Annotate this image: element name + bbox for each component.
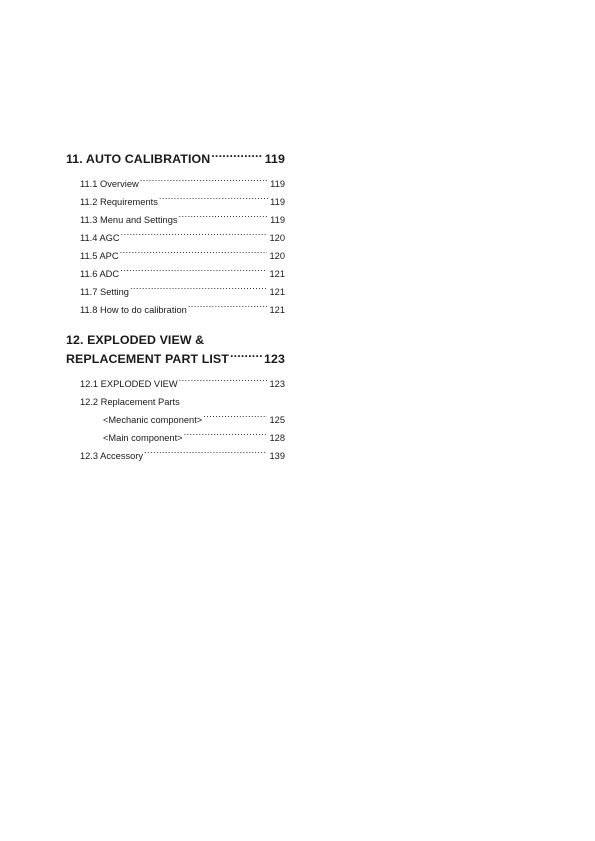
toc-subentry[interactable] xyxy=(66,411,285,429)
table-of-contents xyxy=(66,150,285,477)
toc-entry-page: 120 xyxy=(269,233,285,243)
toc-entry-label: <Main component> xyxy=(103,433,183,443)
toc-entry-label: 12.2 Replacement Parts xyxy=(80,397,180,407)
dot-leader xyxy=(179,378,268,387)
toc-entry[interactable] xyxy=(66,301,285,319)
dot-leader xyxy=(203,414,267,423)
dot-leader xyxy=(184,432,268,441)
toc-section-12 xyxy=(66,331,285,465)
dot-leader xyxy=(130,286,268,295)
toc-entries xyxy=(66,375,285,465)
toc-entry-page: 119 xyxy=(270,197,285,207)
dot-leader xyxy=(144,450,267,459)
dot-leader xyxy=(140,178,268,187)
toc-entry[interactable] xyxy=(66,229,285,247)
toc-entry-page: 120 xyxy=(269,251,285,261)
section-title-line-1: 12. EXPLODED VIEW & xyxy=(66,333,205,347)
toc-entry-label: 11.2 Requirements xyxy=(80,197,158,207)
toc-entry[interactable] xyxy=(66,265,285,283)
toc-entry[interactable] xyxy=(66,375,285,393)
toc-subentry[interactable] xyxy=(66,429,285,447)
section-title: 11. AUTO CALIBRATION xyxy=(66,152,211,166)
dot-leader xyxy=(179,214,269,223)
toc-entry-label: 11.1 Overview xyxy=(80,179,139,189)
toc-entry-label: 11.7 Setting xyxy=(80,287,129,297)
toc-entry[interactable] xyxy=(66,193,285,211)
section-heading[interactable] xyxy=(66,331,285,369)
toc-entry-page: 128 xyxy=(269,433,285,443)
toc-entry-page: 121 xyxy=(269,287,285,297)
toc-entry-label: 11.3 Menu and Settings xyxy=(80,215,178,225)
toc-entry[interactable] xyxy=(66,447,285,465)
toc-entry[interactable] xyxy=(66,211,285,229)
section-title-line-2: REPLACEMENT PART LIST xyxy=(66,352,229,366)
toc-entry-page: 123 xyxy=(269,379,285,389)
toc-entry[interactable] xyxy=(66,393,285,411)
toc-entry-page: 121 xyxy=(269,269,285,279)
toc-entry-page: 139 xyxy=(269,451,285,461)
toc-entries xyxy=(66,175,285,319)
toc-entry-label: 11.8 How to do calibration xyxy=(80,305,187,315)
toc-entry-label: 11.6 ADC xyxy=(80,269,120,279)
toc-entry-page: 121 xyxy=(269,305,285,315)
section-page-number: 119 xyxy=(264,152,285,166)
dot-leader xyxy=(120,268,267,277)
toc-section-11 xyxy=(66,150,285,319)
dot-leader xyxy=(159,196,268,205)
toc-entry[interactable] xyxy=(66,247,285,265)
toc-entry-label: 12.1 EXPLODED VIEW xyxy=(80,379,178,389)
toc-entry[interactable] xyxy=(66,283,285,301)
dot-leader xyxy=(230,351,262,363)
section-heading[interactable] xyxy=(66,150,285,169)
section-page-number: 123 xyxy=(264,352,285,366)
dot-leader xyxy=(188,304,268,313)
dot-leader xyxy=(121,232,268,241)
toc-entry-label: 12.3 Accessory xyxy=(80,451,144,461)
toc-entry-page: 125 xyxy=(269,415,285,425)
dot-leader xyxy=(120,250,268,259)
toc-entry-page: 119 xyxy=(270,179,285,189)
dot-leader xyxy=(211,151,262,163)
toc-entry-label: 11.4 AGC xyxy=(80,233,120,243)
toc-entry-label: 11.5 APC xyxy=(80,251,119,261)
toc-entry-label: <Mechanic component> xyxy=(103,415,203,425)
toc-entry-page: 119 xyxy=(270,215,285,225)
toc-entry[interactable] xyxy=(66,175,285,193)
